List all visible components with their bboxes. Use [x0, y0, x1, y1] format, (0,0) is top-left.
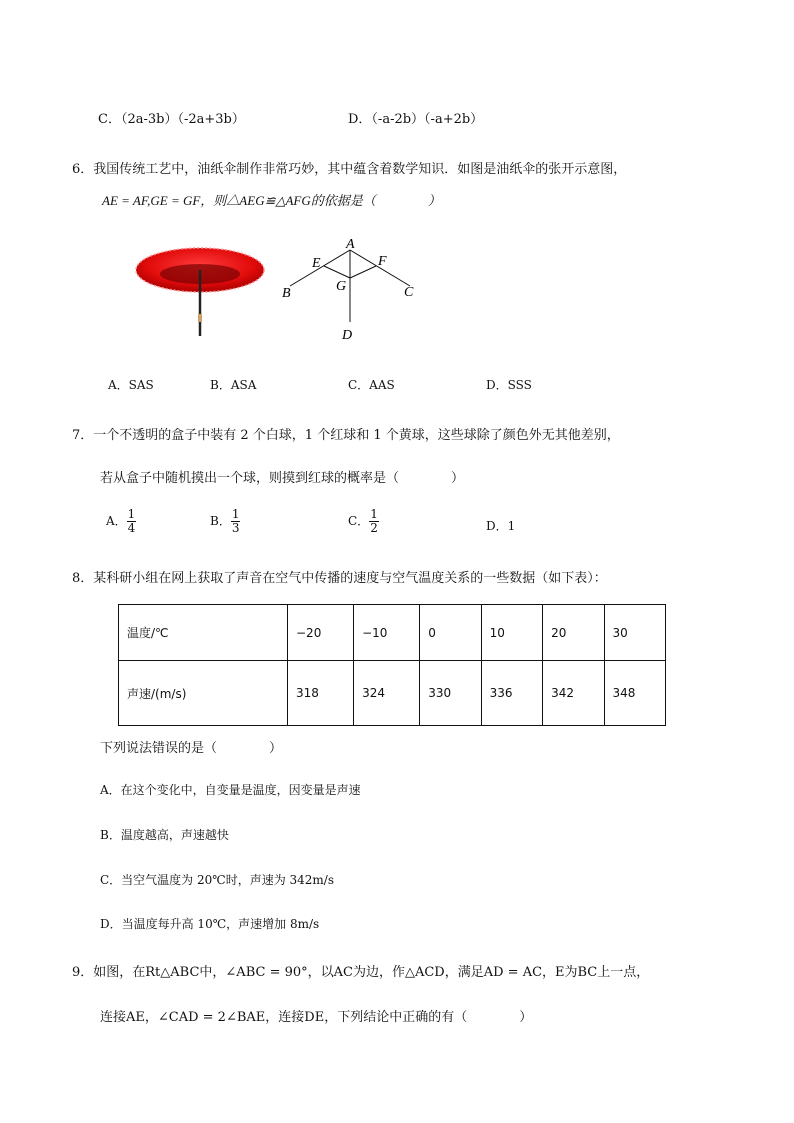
table-cell: 0 [420, 605, 481, 661]
q7-option-d: D．1 [486, 519, 516, 533]
point-f-label: F [378, 254, 387, 269]
q8-question: 下列说法错误的是（ ） [100, 741, 283, 756]
q6-option-b: B．ASA [210, 378, 257, 392]
table-cell: 348 [604, 661, 665, 726]
sound-speed-table [118, 604, 666, 726]
point-c-label: C [404, 285, 414, 300]
table-cell: 336 [481, 661, 542, 726]
q6-option-c: C．AAS [348, 378, 395, 392]
point-d-label: D [342, 328, 353, 343]
point-g-label: G [336, 279, 347, 294]
q7-option-a: A． $\frac{1}{4}$ [106, 507, 136, 535]
table-cell: −10 [354, 605, 420, 661]
point-a-label: A [346, 237, 355, 252]
table-row [119, 605, 666, 661]
oil-paper-umbrella-image [130, 240, 270, 340]
q6-condition: AE = AF,GE = GF，则△AEG≌△AFG的依据是（ ） [102, 193, 441, 208]
q6-option-d: D．SSS [486, 378, 532, 392]
q8-option-d: D．当温度每升高 10℃，声速增加 8m/s [100, 917, 320, 931]
table-cell: 324 [354, 661, 420, 726]
q8-option-a: A．在这个变化中，自变量是温度，因变量是声速 [100, 783, 361, 797]
q8-option-c: C．当空气温度为 20℃时，声速为 342m/s [100, 873, 334, 887]
point-e-label: E [312, 256, 321, 271]
q5-option-d: D．（-a-2b）（-a+2b） [348, 112, 484, 127]
table-cell: 318 [288, 661, 354, 726]
q5-option-c: C．（2a-3b）（-2a+3b） [98, 112, 245, 127]
table-cell: 20 [543, 605, 604, 661]
table-cell: 342 [543, 661, 604, 726]
table-header-temperature: 温度/℃ [119, 605, 288, 661]
point-b-label: B [282, 286, 291, 301]
q6-option-a: A．SAS [108, 378, 154, 392]
table-row [119, 661, 666, 726]
q7-stem-line2: 若从盒子中随机摸出一个球，则摸到红球的概率是（ ） [100, 471, 465, 486]
q8-option-b: B．温度越高，声速越快 [100, 828, 229, 842]
q7-option-c: C． $\frac{1}{2}$ [348, 507, 378, 535]
table-cell: 10 [481, 605, 542, 661]
table-cell: 30 [604, 605, 665, 661]
q6-stem: 6．我国传统工艺中，油纸伞制作非常巧妙，其中蕴含着数学知识．如图是油纸伞的张开示意图， [72, 162, 627, 177]
q7-option-b: B． $\frac{1}{3}$ [210, 507, 240, 535]
table-cell: 330 [420, 661, 481, 726]
q9-line1: 9．如图，在Rt△ABC中，∠ABC = 90°，以AC为边，作△ACD，满足AD = AC，E为BC上一点， [72, 965, 650, 980]
q7-stem-line1: 7．一个不透明的盒子中装有 2 个白球，1 个红球和 1 个黄球，这些球除了颜色外无其他差别， [72, 428, 620, 443]
table-cell: −20 [288, 605, 354, 661]
umbrella-geometry-diagram [278, 232, 428, 348]
q8-stem: 8．某科研小组在网上获取了声音在空气中传播的速度与空气温度关系的一些数据（如下表）： [72, 571, 607, 586]
q9-line2: 连接AE，∠CAD = 2∠BAE，连接DE，下列结论中正确的有（ ） [100, 1010, 533, 1025]
table-header-sound-speed: 声速/(m/s) [119, 661, 288, 726]
